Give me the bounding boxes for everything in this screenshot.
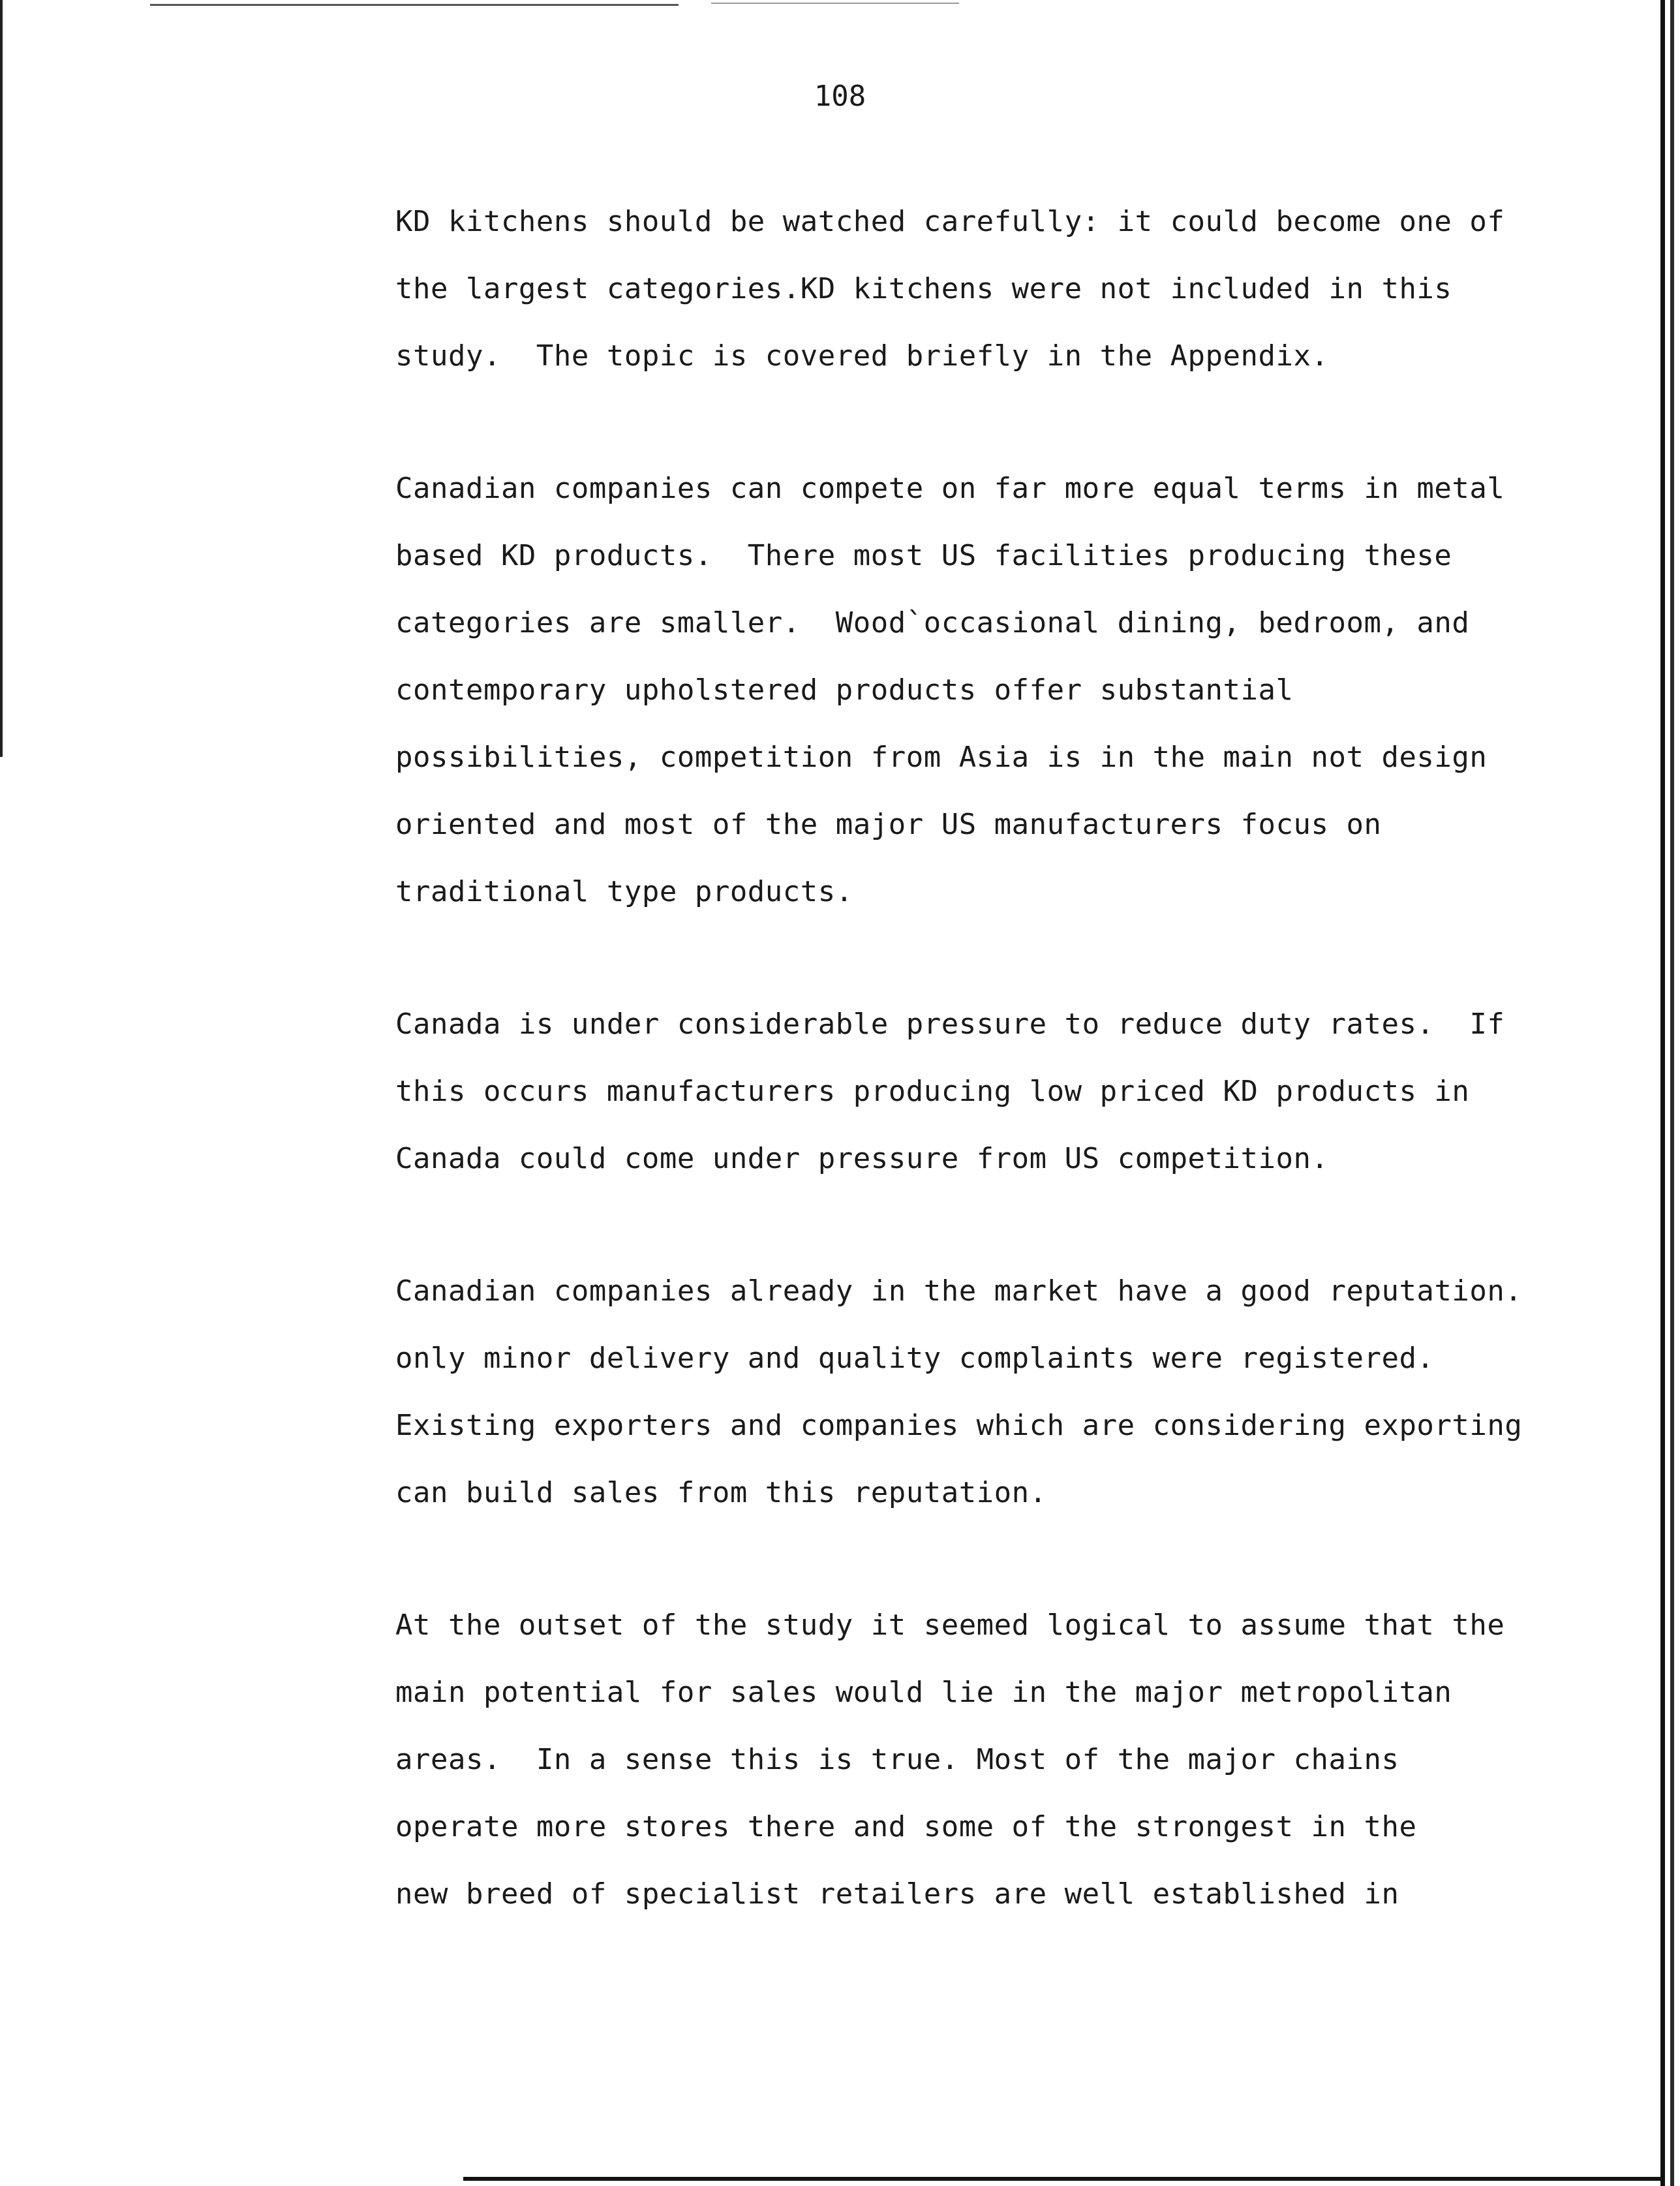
text-line: traditional type products. <box>395 875 853 908</box>
text-line: Canadian companies already in the market have a good reputation. <box>395 1274 1523 1308</box>
text-line: Canada is under considerable pressure to reduce duty rates. If <box>395 1008 1505 1041</box>
body-text <box>395 188 1523 1993</box>
text-line: Canadian companies can compete on far more equal terms in metal <box>395 472 1505 505</box>
scan-edge-top <box>150 4 679 6</box>
text-line: the largest categories.KD kitchens were not included in this <box>395 272 1452 305</box>
text-line: Existing exporters and companies which are considering exporting <box>395 1409 1523 1442</box>
paragraph-metal-kd-products <box>395 455 1518 925</box>
text-line: KD kitchens should be watched carefully: it could become one of <box>395 205 1505 238</box>
paragraph-metropolitan-areas <box>395 1592 1518 1928</box>
text-line: possibilities, competition from Asia is in the main not design <box>395 741 1488 774</box>
text-line: areas. In a sense this is true. Most of the major chains <box>395 1743 1399 1776</box>
text-line: Canada could come under pressure from US competition. <box>395 1142 1329 1175</box>
scan-edge-right-secondary <box>1670 0 1674 2186</box>
text-line: based KD products. There most US facilities producing these <box>395 539 1452 572</box>
text-line: operate more stores there and some of the strongest in the <box>395 1810 1417 1843</box>
paragraph-duty-rates <box>395 991 1518 1192</box>
text-line: contemporary upholstered products offer substantial <box>395 673 1294 707</box>
text-line: oriented and most of the major US manufacturers focus on <box>395 808 1382 841</box>
text-line: main potential for sales would lie in the major metropolitan <box>395 1676 1452 1709</box>
text-line: can build sales from this reputation. <box>395 1476 1047 1509</box>
text-line: new breed of specialist retailers are well established in <box>395 1877 1399 1911</box>
text-line: only minor delivery and quality complaints were registered. <box>395 1342 1435 1375</box>
text-line: At the outset of the study it seemed logical to assume that the <box>395 1609 1505 1642</box>
text-line: study. The topic is covered briefly in the Appendix. <box>395 339 1329 373</box>
paragraph-reputation <box>395 1257 1523 1526</box>
text-line: this occurs manufacturers producing low priced KD products in <box>395 1075 1470 1108</box>
paragraph-kd-kitchens <box>395 188 1518 390</box>
scan-edge-bottom <box>463 2177 1664 2181</box>
scan-edge-right <box>1660 0 1665 2186</box>
page-number: 108 <box>814 80 866 113</box>
scan-edge-top-secondary <box>711 3 959 4</box>
text-line: categories are smaller. Wood`occasional dining, bedroom, and <box>395 606 1470 639</box>
